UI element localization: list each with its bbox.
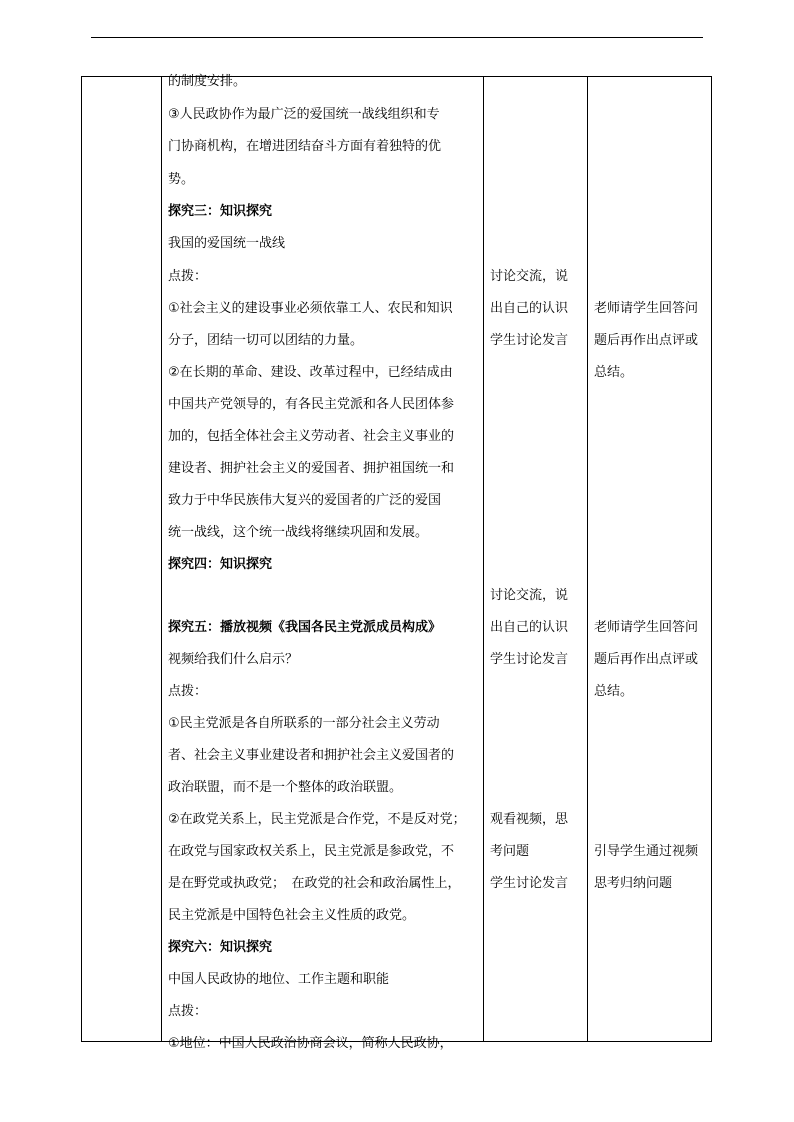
content-line: 探究四：知识探究 (168, 557, 273, 572)
teacher-activity-line: 老师请学生回答问 (594, 301, 699, 316)
student-activity-line: 学生讨论发言 (490, 333, 569, 348)
content-line: ②在长期的革命、建设、改革过程中，已经结成由 (168, 365, 453, 380)
teacher-activity-line: 题后再作出点评或 (594, 652, 699, 667)
content-line: 分子，团结一切可以团结的力量。 (168, 333, 364, 348)
content-line: 探究五：播放视频《我国各民主党派成员构成》 (168, 620, 442, 635)
column-divider-3 (587, 77, 588, 1041)
content-line: 视频给我们什么启示？ (168, 652, 299, 667)
teacher-activity-line: 引导学生通过视频 (594, 844, 699, 859)
teacher-activity-line: 思考归纳问题 (594, 876, 673, 891)
teacher-activity-line: 老师请学生回答问 (594, 620, 699, 635)
teacher-activity-line: 总结。 (594, 684, 634, 699)
content-line: 探究三：知识探究 (168, 204, 273, 219)
student-activity-line: 学生讨论发言 (490, 876, 569, 891)
content-line: ②在政党关系上，民主党派是合作党，不是反对党； (168, 812, 466, 827)
header-rule (91, 37, 703, 38)
student-activity-line: 讨论交流，说 (490, 588, 569, 603)
student-activity-line: 出自己的认识 (490, 620, 569, 635)
content-line: 者、社会主义事业建设者和拥护社会主义爱国者的 (168, 748, 455, 763)
content-line: 统一战线，这个统一战线将继续巩固和发展。 (168, 525, 429, 540)
student-activity-line: 考问题 (490, 844, 530, 859)
content-line: 我国的爱国统一战线 (168, 236, 286, 251)
teacher-activity-line: 题后再作出点评或 (594, 333, 699, 348)
content-line: ①地位：中国人民政治协商会议，简称人民政协， (168, 1036, 453, 1051)
content-line: 中国共产党领导的，有各民主党派和各人民团体参 (168, 397, 455, 412)
content-line: 加的，包括全体社会主义劳动者、社会主义事业的 (168, 429, 455, 444)
column-divider-1 (161, 77, 162, 1041)
student-activity-line: 出自己的认识 (490, 301, 569, 316)
student-activity-line: 学生讨论发言 (490, 652, 569, 667)
content-line: 建设者、拥护社会主义的爱国者、拥护祖国统一和 (168, 461, 455, 476)
content-line: 政治联盟，而不是一个整体的政治联盟。 (168, 780, 403, 795)
student-activity-line: 观看视频，思 (490, 812, 569, 827)
content-line: 民主党派是中国特色社会主义性质的政党。 (168, 908, 416, 923)
content-line: 点拨： (168, 269, 208, 284)
content-line: ③人民政协作为最广泛的爱国统一战线组织和专 (168, 107, 440, 122)
content-line: ①民主党派是各自所联系的一部分社会主义劳动 (168, 716, 440, 731)
student-activity-line: 讨论交流，说 (490, 269, 569, 284)
teacher-activity-line: 总结。 (594, 365, 634, 380)
column-divider-2 (483, 77, 484, 1041)
content-line: 点拨： (168, 684, 208, 699)
content-line: 门协商机构，在增进团结奋斗方面有着独特的优 (168, 139, 442, 154)
content-line: 在政党与国家政权关系上，民主党派是参政党，不 (168, 844, 455, 859)
content-line: 势。 (168, 172, 195, 187)
content-line: ①社会主义的建设事业必须依靠工人、农民和知识 (168, 301, 453, 316)
content-line: 致力于中华民族伟大复兴的爱国者的广泛的爱国 (168, 493, 442, 508)
content-line: 的制度安排。 (168, 74, 247, 89)
content-line: 中国人民政协的地位、工作主题和职能 (168, 972, 390, 987)
content-line: 点拨： (168, 1004, 208, 1019)
content-line: 探究六：知识探究 (168, 940, 273, 955)
content-line: 是在野党或执政党； 在政党的社会和政治属性上， (168, 876, 461, 891)
